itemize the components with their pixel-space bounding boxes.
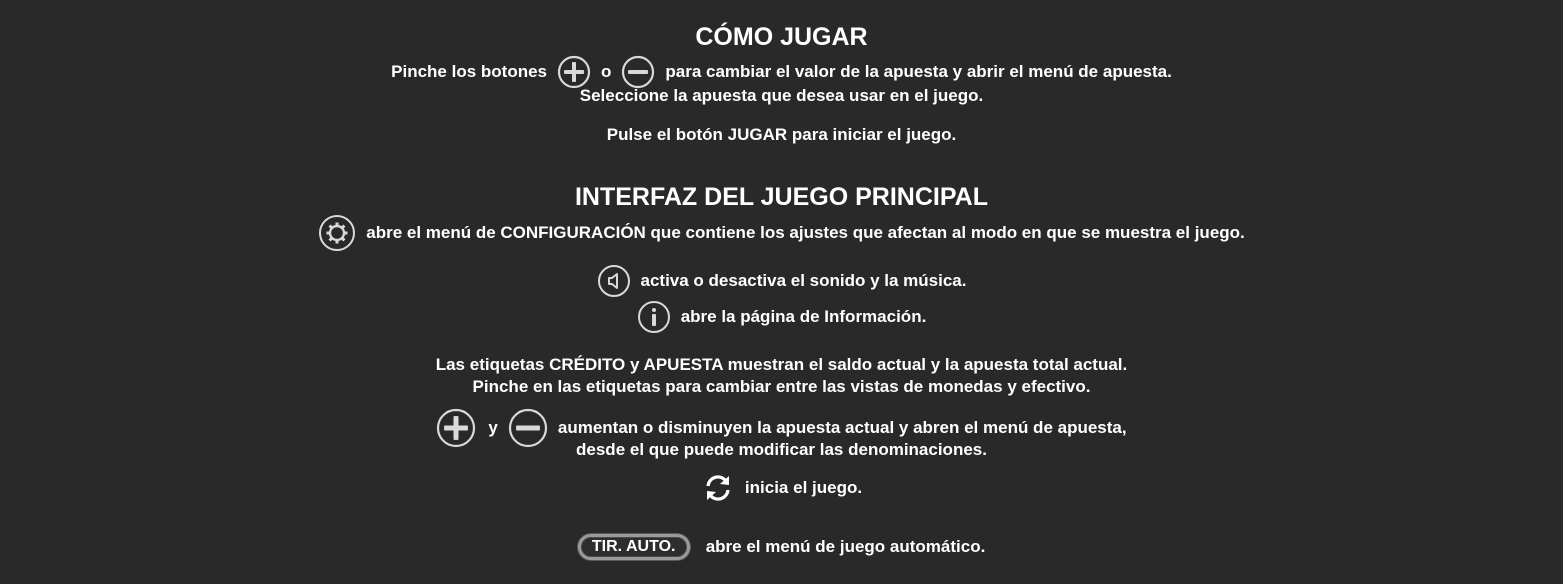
how-to-play-line-2 <box>0 86 1563 106</box>
how-to-play-or: o <box>601 62 612 81</box>
how-to-play-text-before: Pinche los botones <box>391 62 547 81</box>
sound-line <box>0 264 1563 298</box>
info-icon <box>637 300 671 334</box>
info-line <box>0 300 1563 334</box>
speaker-icon <box>597 264 631 298</box>
how-to-play-line-3 <box>0 125 1563 145</box>
labels-line-1 <box>0 355 1563 375</box>
how-to-play-title: CÓMO JUGAR <box>695 23 868 51</box>
labels-description-2: Pinche en las etiquetas para cambiar entre las vistas de monedas y efectivo. <box>472 377 1091 396</box>
bet-line-2 <box>0 440 1563 460</box>
how-to-play-text-after: para cambiar el valor de la apuesta y abrir el menú de apuesta. <box>665 62 1172 81</box>
how-to-play-select-bet: Seleccione la apuesta que desea usar en el juego. <box>579 86 984 105</box>
bet-description-2: desde el que puede modificar las denominaciones. <box>576 440 987 459</box>
settings-line <box>0 215 1563 251</box>
main-interface-section-title <box>0 182 1563 212</box>
refresh-icon <box>701 471 735 505</box>
labels-line-2 <box>0 377 1563 397</box>
how-to-play-section-title <box>0 22 1563 52</box>
autoplay-button: TIR. AUTO. <box>578 534 690 560</box>
autoplay-description: abre el menú de juego automático. <box>705 537 986 556</box>
bet-description-1: aumentan o disminuyen la apuesta actual y abren el menú de apuesta, <box>557 418 1127 437</box>
sound-description: activa o desactiva el sonido y la música. <box>640 271 967 290</box>
how-to-play-press-play: Pulse el botón JUGAR para iniciar el juego. <box>606 125 957 144</box>
labels-description-1: Las etiquetas CRÉDITO y APUESTA muestran el saldo actual y la apuesta total actual. <box>435 355 1128 374</box>
spin-line <box>0 471 1563 505</box>
autoplay-line <box>0 532 1563 562</box>
main-interface-title: INTERFAZ DEL JUEGO PRINCIPAL <box>574 183 988 211</box>
bet-and: y <box>488 418 498 437</box>
info-description: abre la página de Información. <box>680 307 927 326</box>
minus-circle-icon <box>621 55 655 89</box>
how-to-play-line-1 <box>0 56 1563 88</box>
spin-description: inicia el juego. <box>744 478 863 497</box>
plus-circle-icon <box>557 55 591 89</box>
settings-description: abre el menú de CONFIGURACIÓN que contiene los ajustes que afectan al modo en que se muestra el juego. <box>366 223 1245 242</box>
gear-icon <box>318 214 356 252</box>
